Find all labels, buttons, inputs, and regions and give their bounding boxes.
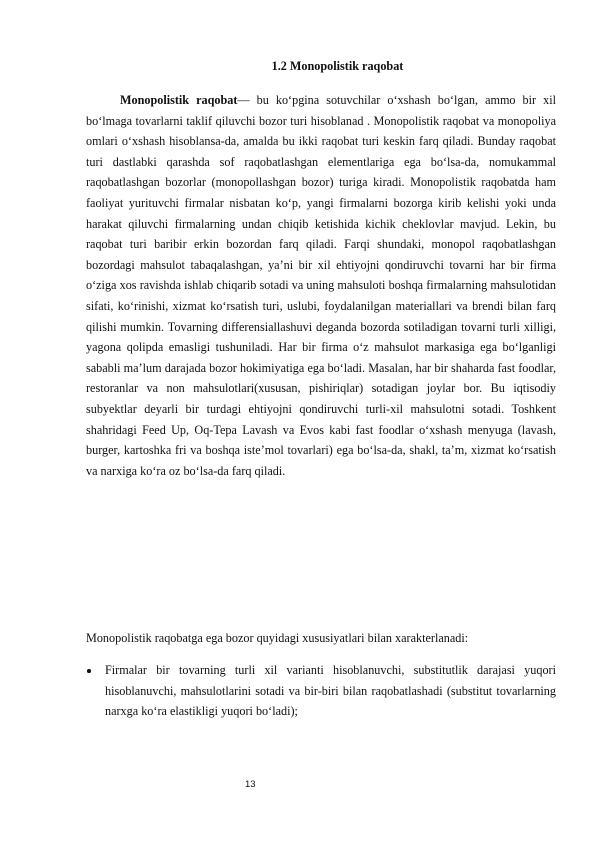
list-item — [86, 660, 556, 722]
page-number: 13 — [245, 779, 256, 790]
intro-paragraph — [86, 90, 556, 481]
characteristics-intro: Monopolistik raqobatga ega bozor quyidagi xususiyatlari bilan xarakterlanadi: — [86, 631, 469, 645]
characteristics-list — [86, 660, 556, 722]
section-heading: 1.2 Monopolistik raqobat — [271, 59, 404, 73]
list-item-text: Firmalar bir tovarning turli xil varianti hisoblanuvchi, substitutlik darajasi yuqori hisoblanuvchi, mahsulotlarini sotadi va bir-biri bilan raqobatlashadi (substitut tovarlarning narxga ko‘ra elastikligi yuqori bo‘ladi); — [105, 663, 556, 719]
key-term: Monopolistik raqobat — [120, 93, 238, 107]
intro-paragraph-text: — bu ko‘pgina sotuvchilar o‘xshash bo‘lgan, ammo bir xil bo‘lmaga tovarlarni taklif qiluvchi bozor turi hisoblanad . Monopolistik raqobat va monopoliya omlari o‘xshash hisoblansa-da, amalda bu ikki raqobat turi keskin farq qiladi. Bunday raqobat turi dastlabki qarashda sof raqobatlashgan elementlariga ega bo‘lsa-da, nomukammal raqobatlashgan bozorlar (monopollashgan bozor) turiga kiradi. Monopolistik raqobatda ham faoliyat yurituvchi firmalar nisbatan ko‘p, yangi firmalarni bozorga kirib kelishi yoki unda harakat qiluvchi firmalarning undan chiqib ketishida kichik cheklovlar mavjud. Lekin, bu raqobat turi baribir erkin bozordan farq qiladi. Farqi shundaki, monopol raqobatlashgan bozordagi mahsulot tabaqalashgan, ya’ni bir xil ehtiyojni qondiruvchi tovarni har bir firma o‘ziga xos ravishda ishlab chiqarib sotadi va uning mahsuloti boshqa firmalarning mahsulotidan sifati, ko‘rinishi, xizmat ko‘rsatish turi, uslubi, foydalanilgan materiallari va brendi bilan farq qilishi mumkin. Tovarning differensiallashuvi deganda bozorda sotiladigan tovarni turli xilligi, yagona qolipda emasligi tushuniladi. Har bir firma o‘z mahsulot markasiga ega bo‘lganligi sababli ma’lum darajada bozor hokimiyatiga ega bo‘ladi. Masalan, har bir shaharda fast foodlar, restoranlar va non mahsulotlari(xususan, pishiriqlar) sotadigan joylar bor. Bu iqtisodiy subyektlar deyarli bir turdagi ehtiyojni qondiruvchi turli-xil mahsulotni sotadi. Toshkent shahridagi Feed Up, Oq-Tepa Lavash va Evos kabi fast foodlar o‘xshash menyuga (lavash, burger, kartoshka fri va boshqa iste’mol tovarlari) ega bo‘lsa-da, shakl, ta’m, xizmat ko‘rsatish va narxiga ko‘ra oz bo‘lsa-da farq qiladi. — [86, 93, 556, 478]
bullet-icon — [87, 669, 91, 673]
